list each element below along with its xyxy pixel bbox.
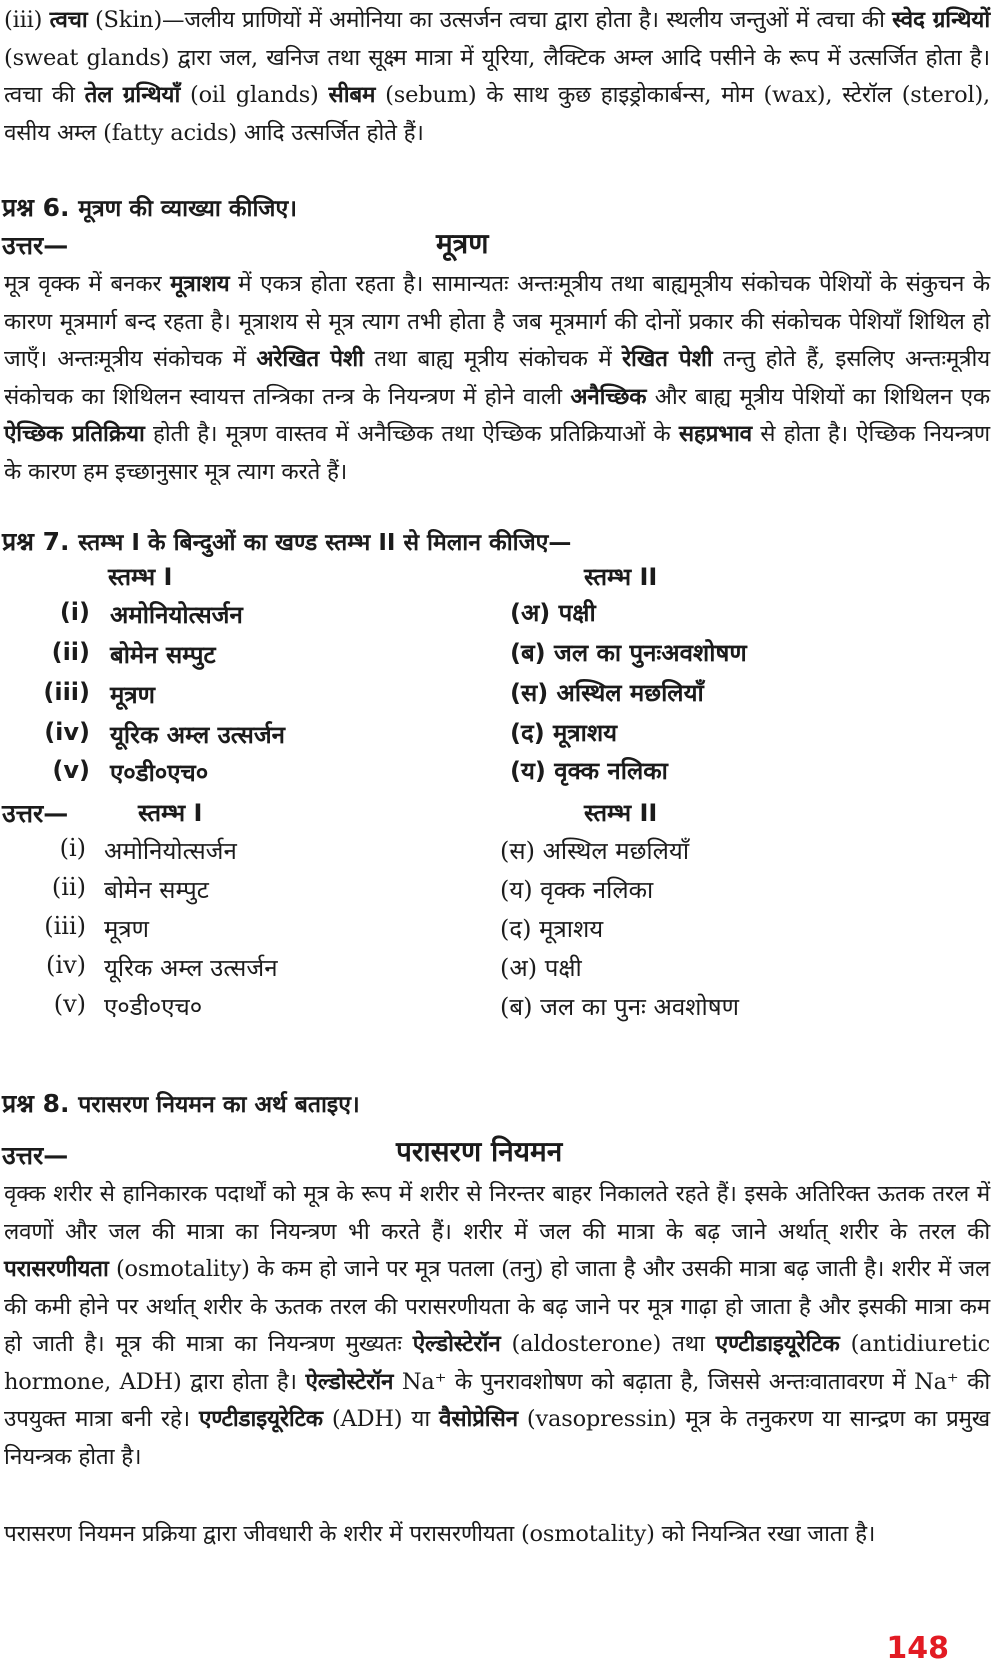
row-text: यूरिक अम्ल उत्सर्जन bbox=[104, 954, 278, 982]
paragraph-text: में एकत्र होता रहता है। सामान्यतः अन्तःमूत्रीय तथा बाह्यमूत्रीय संकोचक पेशियों के संकुचन के कारण मूत्रमार्ग बन्द रहता है। मूत्राशय से मूत्र त्याग तभी होता है जब मूत्रमार्ग की दोनों प्रकार की संकोचक पेशियाँ शिथिल हो जाएँ। अन्तःमूत्रीय संकोचक में bbox=[4, 271, 990, 372]
row-number: (य) bbox=[510, 757, 546, 785]
row-number: (ii) bbox=[51, 638, 90, 666]
row-text: मूत्राशय bbox=[553, 719, 618, 747]
question-text: स्तम्भ I के बिन्दुओं का खण्ड स्तम्भ II से मिलान कीजिए— bbox=[78, 530, 572, 556]
answer-row bbox=[500, 912, 603, 945]
answer-row bbox=[500, 951, 582, 984]
row-text: ए०डी०एच० bbox=[104, 993, 203, 1021]
row-text: वृक्क नलिका bbox=[540, 876, 654, 904]
bold-term: अनैच्छिक bbox=[570, 383, 647, 410]
bold-term: मूत्राशय bbox=[170, 271, 230, 297]
paragraph-text: होती है। मूत्रण वास्तव में अनैच्छिक तथा ऐच्छिक प्रतिक्रियाओं के bbox=[144, 421, 679, 447]
row-text: अस्थिल मछलियाँ bbox=[542, 837, 690, 865]
question-7 bbox=[2, 524, 571, 558]
column-2-heading: स्तम्भ II bbox=[584, 563, 658, 591]
match-row bbox=[510, 636, 747, 669]
paragraph-text: (sebum) के साथ कुछ हाइड्रोकार्बन्स, मोम (wax), स्टेरॉल (sterol), वसीय अम्ल (fatty acids) आदि उत्सर्जित होते हैं। bbox=[4, 82, 991, 146]
paragraph-text: (ADH) या bbox=[322, 1406, 440, 1432]
row-text: यूरिक अम्ल उत्सर्जन bbox=[110, 721, 285, 749]
urination-paragraph bbox=[4, 266, 990, 491]
paragraph-text: (oil glands) bbox=[180, 82, 329, 108]
paragraph-text: (Skin)—जलीय प्राणियों में अमोनिया का उत्सर्जन त्वचा द्वारा होता है। स्थलीय जन्तुओं में त्वचा की bbox=[87, 7, 893, 33]
bold-term: तेल ग्रन्थियाँ bbox=[84, 82, 181, 108]
row-text: बोमेन सम्पुट bbox=[104, 876, 209, 904]
match-row bbox=[510, 716, 617, 749]
row-number: (द) bbox=[510, 719, 545, 747]
row-text: बोमेन सम्पुट bbox=[110, 641, 216, 669]
row-text: जल का पुनः अवशोषण bbox=[540, 993, 739, 1021]
bold-term: एण्टीडाइयूरेटिक bbox=[199, 1406, 323, 1432]
column-2-heading: स्तम्भ II bbox=[584, 799, 658, 827]
row-number: (iii) bbox=[43, 678, 90, 706]
skin-paragraph bbox=[4, 2, 990, 152]
row-number: (ब) bbox=[500, 993, 533, 1021]
paragraph-text: से होता है। ऐच्छिक नियन्त्रण के कारण हम इच्छानुसार मूत्र त्याग करते हैं। bbox=[4, 421, 990, 485]
answer-heading: मूत्रण bbox=[436, 227, 489, 260]
paragraph-text: (osmotality) के कम हो जाने पर मूत्र पतला (तनु) हो जाता है और उसकी मात्रा बढ़ जाती है। शरीर में जल की कमी होने पर अर्थात् शरीर के ऊतक तरल की परासरणीयता के बढ़ जाने पर मूत्र गाढ़ा हो जाता है और इसकी मात्रा कम हो जाती है। मूत्र की मात्रा का नियन्त्रण मुख्यतः bbox=[4, 1256, 990, 1357]
match-row bbox=[510, 754, 668, 787]
row-text: मूत्राशय bbox=[539, 915, 604, 943]
row-text: मूत्रण bbox=[110, 681, 155, 709]
row-text: वृक्क नलिका bbox=[554, 757, 668, 785]
paragraph-text: और बाह्य मूत्रीय पेशियों का शिथिलन एक bbox=[646, 383, 991, 410]
answer-label: उत्तर— bbox=[2, 231, 69, 260]
row-number: (i) bbox=[59, 598, 90, 626]
row-number: (v) bbox=[52, 756, 90, 784]
row-number: (v) bbox=[53, 990, 86, 1018]
bold-term: एण्टीडाइयूरेटिक bbox=[715, 1331, 840, 1357]
answer-row bbox=[500, 834, 689, 867]
bold-term: सीबम bbox=[328, 82, 376, 108]
bold-term: स्वेद ग्रन्थियों bbox=[892, 7, 990, 33]
row-text: अस्थिल मछलियाँ bbox=[556, 679, 704, 707]
bold-term: रेखित पेशी bbox=[622, 346, 713, 372]
page-number: 148 bbox=[886, 1631, 949, 1666]
osmoregulation-paragraph bbox=[4, 1176, 990, 1476]
question-text: परासरण नियमन का अर्थ बताइए। bbox=[78, 1092, 360, 1118]
answer-row bbox=[500, 873, 653, 906]
row-text: पक्षी bbox=[558, 599, 596, 627]
answer-label: उत्तर— bbox=[2, 1141, 69, 1170]
paragraph-text: तन्तु होते हैं, इसलिए अन्तःमूत्रीय संकोचक का शिथिलन स्वायत्त तन्त्रिका तन्त्र के नियन्त्रण में होने वाली bbox=[4, 346, 990, 410]
row-number: (य) bbox=[500, 876, 533, 904]
match-row bbox=[510, 596, 596, 629]
column-1-heading: स्तम्भ I bbox=[108, 563, 173, 591]
paragraph-text: मूत्र वृक्क में बनकर bbox=[4, 271, 171, 297]
bold-term: वैसोप्रेसिन bbox=[439, 1406, 518, 1432]
bold-term: ऐच्छिक प्रतिक्रिया bbox=[4, 421, 145, 447]
bold-term: ऐल्डोस्टेरॉन bbox=[412, 1331, 501, 1357]
column-1-heading: स्तम्भ I bbox=[138, 799, 203, 827]
row-number: (ii) bbox=[51, 873, 86, 901]
row-number: (स) bbox=[500, 837, 535, 865]
bold-term: अरेखित पेशी bbox=[256, 346, 364, 372]
question-8 bbox=[2, 1086, 360, 1120]
row-number: (iii) bbox=[44, 912, 86, 940]
row-number: (स) bbox=[510, 679, 549, 707]
paragraph-text: (antidiuretic hormone, ADH) द्वारा होता है। bbox=[4, 1331, 990, 1395]
row-number: (iv) bbox=[46, 951, 86, 979]
question-label: प्रश्न 8. bbox=[2, 1089, 70, 1118]
question-label: प्रश्न 6. bbox=[2, 193, 70, 222]
row-text: अमोनियोत्सर्जन bbox=[104, 837, 237, 865]
answer-heading: परासरण नियमन bbox=[396, 1135, 563, 1168]
paragraph-text: (vasopressin) मूत्र के तनुकरण या सान्द्रण का प्रमुख नियन्त्रक होता है। bbox=[4, 1406, 991, 1470]
question-text: मूत्रण की व्याख्या कीजिए। bbox=[78, 196, 297, 222]
row-text: मूत्रण bbox=[104, 915, 149, 943]
bold-term: परासरणीयता bbox=[4, 1256, 109, 1282]
row-number: (iv) bbox=[44, 718, 90, 746]
paragraph-text: Na⁺ के पुनरावशोषण को बढ़ाता है, जिससे अन्तःवातावरण में Na⁺ की उपयुक्त मात्रा बनी रहे। bbox=[4, 1368, 990, 1432]
row-text: जल का पुनःअवशोषण bbox=[554, 639, 747, 667]
bold-term: त्वचा bbox=[49, 7, 88, 33]
row-number: (ब) bbox=[510, 639, 546, 667]
row-text: ए०डी०एच० bbox=[110, 759, 209, 787]
answer-label: उत्तर— bbox=[2, 799, 69, 828]
question-6 bbox=[2, 190, 297, 224]
row-number: (अ) bbox=[510, 599, 551, 627]
question-label: प्रश्न 7. bbox=[2, 527, 70, 556]
row-number: (अ) bbox=[500, 954, 538, 982]
row-text: पक्षी bbox=[544, 954, 582, 982]
item-number: (iii) bbox=[4, 7, 50, 33]
row-number: (i) bbox=[59, 834, 86, 862]
paragraph-text: (aldosterone) तथा bbox=[500, 1331, 716, 1357]
paragraph-text: वृक्क शरीर से हानिकारक पदार्थों को मूत्र के रूप में शरीर से निरन्तर बाहर निकालते रहते हैं। इसके अतिरिक्त ऊतक तरल में लवणों और जल की मात्रा का नियन्त्रण भी करते हैं। शरीर में जल की मात्रा के बढ़ जाने अर्थात् शरीर के तरल की bbox=[4, 1181, 990, 1245]
osmoregulation-summary: परासरण नियमन प्रक्रिया द्वारा जीवधारी के शरीर में परासरणीयता (osmotality) को नियन्त्रित रखा जाता है। bbox=[4, 1521, 876, 1547]
row-text: अमोनियोत्सर्जन bbox=[110, 601, 243, 629]
bold-term: सहप्रभाव bbox=[678, 421, 752, 447]
row-number: (द) bbox=[500, 915, 532, 943]
bold-term: ऐल्डोस्टेरॉन bbox=[305, 1368, 394, 1395]
answer-row bbox=[500, 990, 739, 1023]
match-row bbox=[510, 676, 704, 709]
paragraph-text: (sweat glands) द्वारा जल, खनिज तथा सूक्ष्म मात्रा में यूरिया, लैक्टिक अम्ल आदि पसीने के रूप में उत्सर्जित होता है। त्वचा की bbox=[4, 44, 990, 108]
paragraph-text: तथा बाह्य मूत्रीय संकोचक में bbox=[363, 346, 623, 372]
